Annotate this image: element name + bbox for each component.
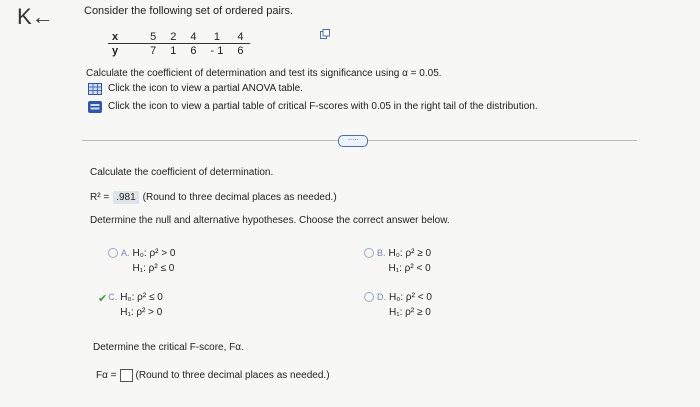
option-a-radio[interactable] <box>108 248 118 258</box>
f-score-label: Fα = <box>96 370 117 381</box>
r2-row <box>90 191 337 204</box>
f-score-input[interactable] <box>120 369 133 382</box>
table-header-y: y <box>112 44 119 57</box>
correct-check-icon: ✔ <box>98 293 108 305</box>
option-c-letter: C. <box>108 292 118 302</box>
table-cell: 2 <box>163 30 183 44</box>
option-b-h0: H₀: ρ² ≥ 0 <box>388 248 432 259</box>
instruction-text: Calculate the coefficient of determination and test its significance using α = 0.05. <box>86 68 442 79</box>
option-d[interactable] <box>364 292 432 318</box>
question-prompt: Consider the following set of ordered pairs. <box>84 5 294 17</box>
part3-prompt: Determine the critical F-score, Fα. <box>93 342 244 353</box>
option-a[interactable] <box>108 248 175 274</box>
table-cell: 1 <box>204 30 231 44</box>
part1-prompt: Calculate the coefficient of determination. <box>90 167 274 178</box>
table-row-y <box>108 44 250 58</box>
copy-data-icon[interactable] <box>320 29 330 39</box>
option-d-h1: H₁: ρ² ≥ 0 <box>389 307 431 318</box>
table-cell: 6 <box>190 44 197 57</box>
table-cell: 7 <box>150 44 157 57</box>
r2-rounding-note: (Round to three decimal places as needed.) <box>142 192 337 203</box>
option-b[interactable] <box>364 248 431 274</box>
anova-link-text[interactable]: Click the icon to view a partial ANOVA table. <box>108 83 303 94</box>
option-d-radio[interactable] <box>364 292 374 302</box>
ordered-pairs-table <box>108 30 250 57</box>
option-d-h0: H₀: ρ² < 0 <box>389 292 432 303</box>
option-b-radio[interactable] <box>364 248 374 258</box>
option-a-h1: H₁: ρ² ≤ 0 <box>132 263 175 274</box>
table-cell: - 1 <box>210 44 224 57</box>
option-c-h0: H₀: ρ² ≤ 0 <box>120 292 163 303</box>
table-cell: 5 <box>143 30 163 44</box>
fscores-link-row[interactable] <box>88 100 538 113</box>
data-table-icon[interactable] <box>88 101 102 113</box>
option-a-letter: A. <box>121 248 130 258</box>
table-header-x: x <box>108 30 143 44</box>
fscores-link-text[interactable]: Click the icon to view a partial table of critical F-scores with 0.05 in the right tail of the distribution. <box>108 101 538 112</box>
option-b-letter: B. <box>377 248 386 258</box>
option-d-letter: D. <box>377 292 386 302</box>
table-grid-icon[interactable] <box>88 83 102 95</box>
option-c-h1: H₁: ρ² > 0 <box>120 307 163 318</box>
f-score-row <box>96 369 330 382</box>
table-cell: 4 <box>230 30 250 44</box>
option-a-h0: H₀: ρ² > 0 <box>132 248 176 259</box>
back-arrow-icon[interactable]: K← <box>17 4 54 29</box>
option-c[interactable] <box>98 292 163 318</box>
table-cell: 6 <box>237 44 244 57</box>
option-b-h1: H₁: ρ² < 0 <box>388 263 431 274</box>
r2-answer-field[interactable]: .981 <box>113 191 138 204</box>
table-cell: 4 <box>183 30 203 44</box>
expand-more-button[interactable]: ····· <box>338 135 368 147</box>
f-score-rounding-note: (Round to three decimal places as needed.) <box>135 370 330 381</box>
part2-prompt: Determine the null and alternative hypotheses. Choose the correct answer below. <box>90 215 450 226</box>
r2-label: R² = <box>90 192 110 203</box>
anova-link-row[interactable] <box>88 82 303 95</box>
table-row-x <box>108 30 250 44</box>
table-cell: 1 <box>170 44 177 57</box>
